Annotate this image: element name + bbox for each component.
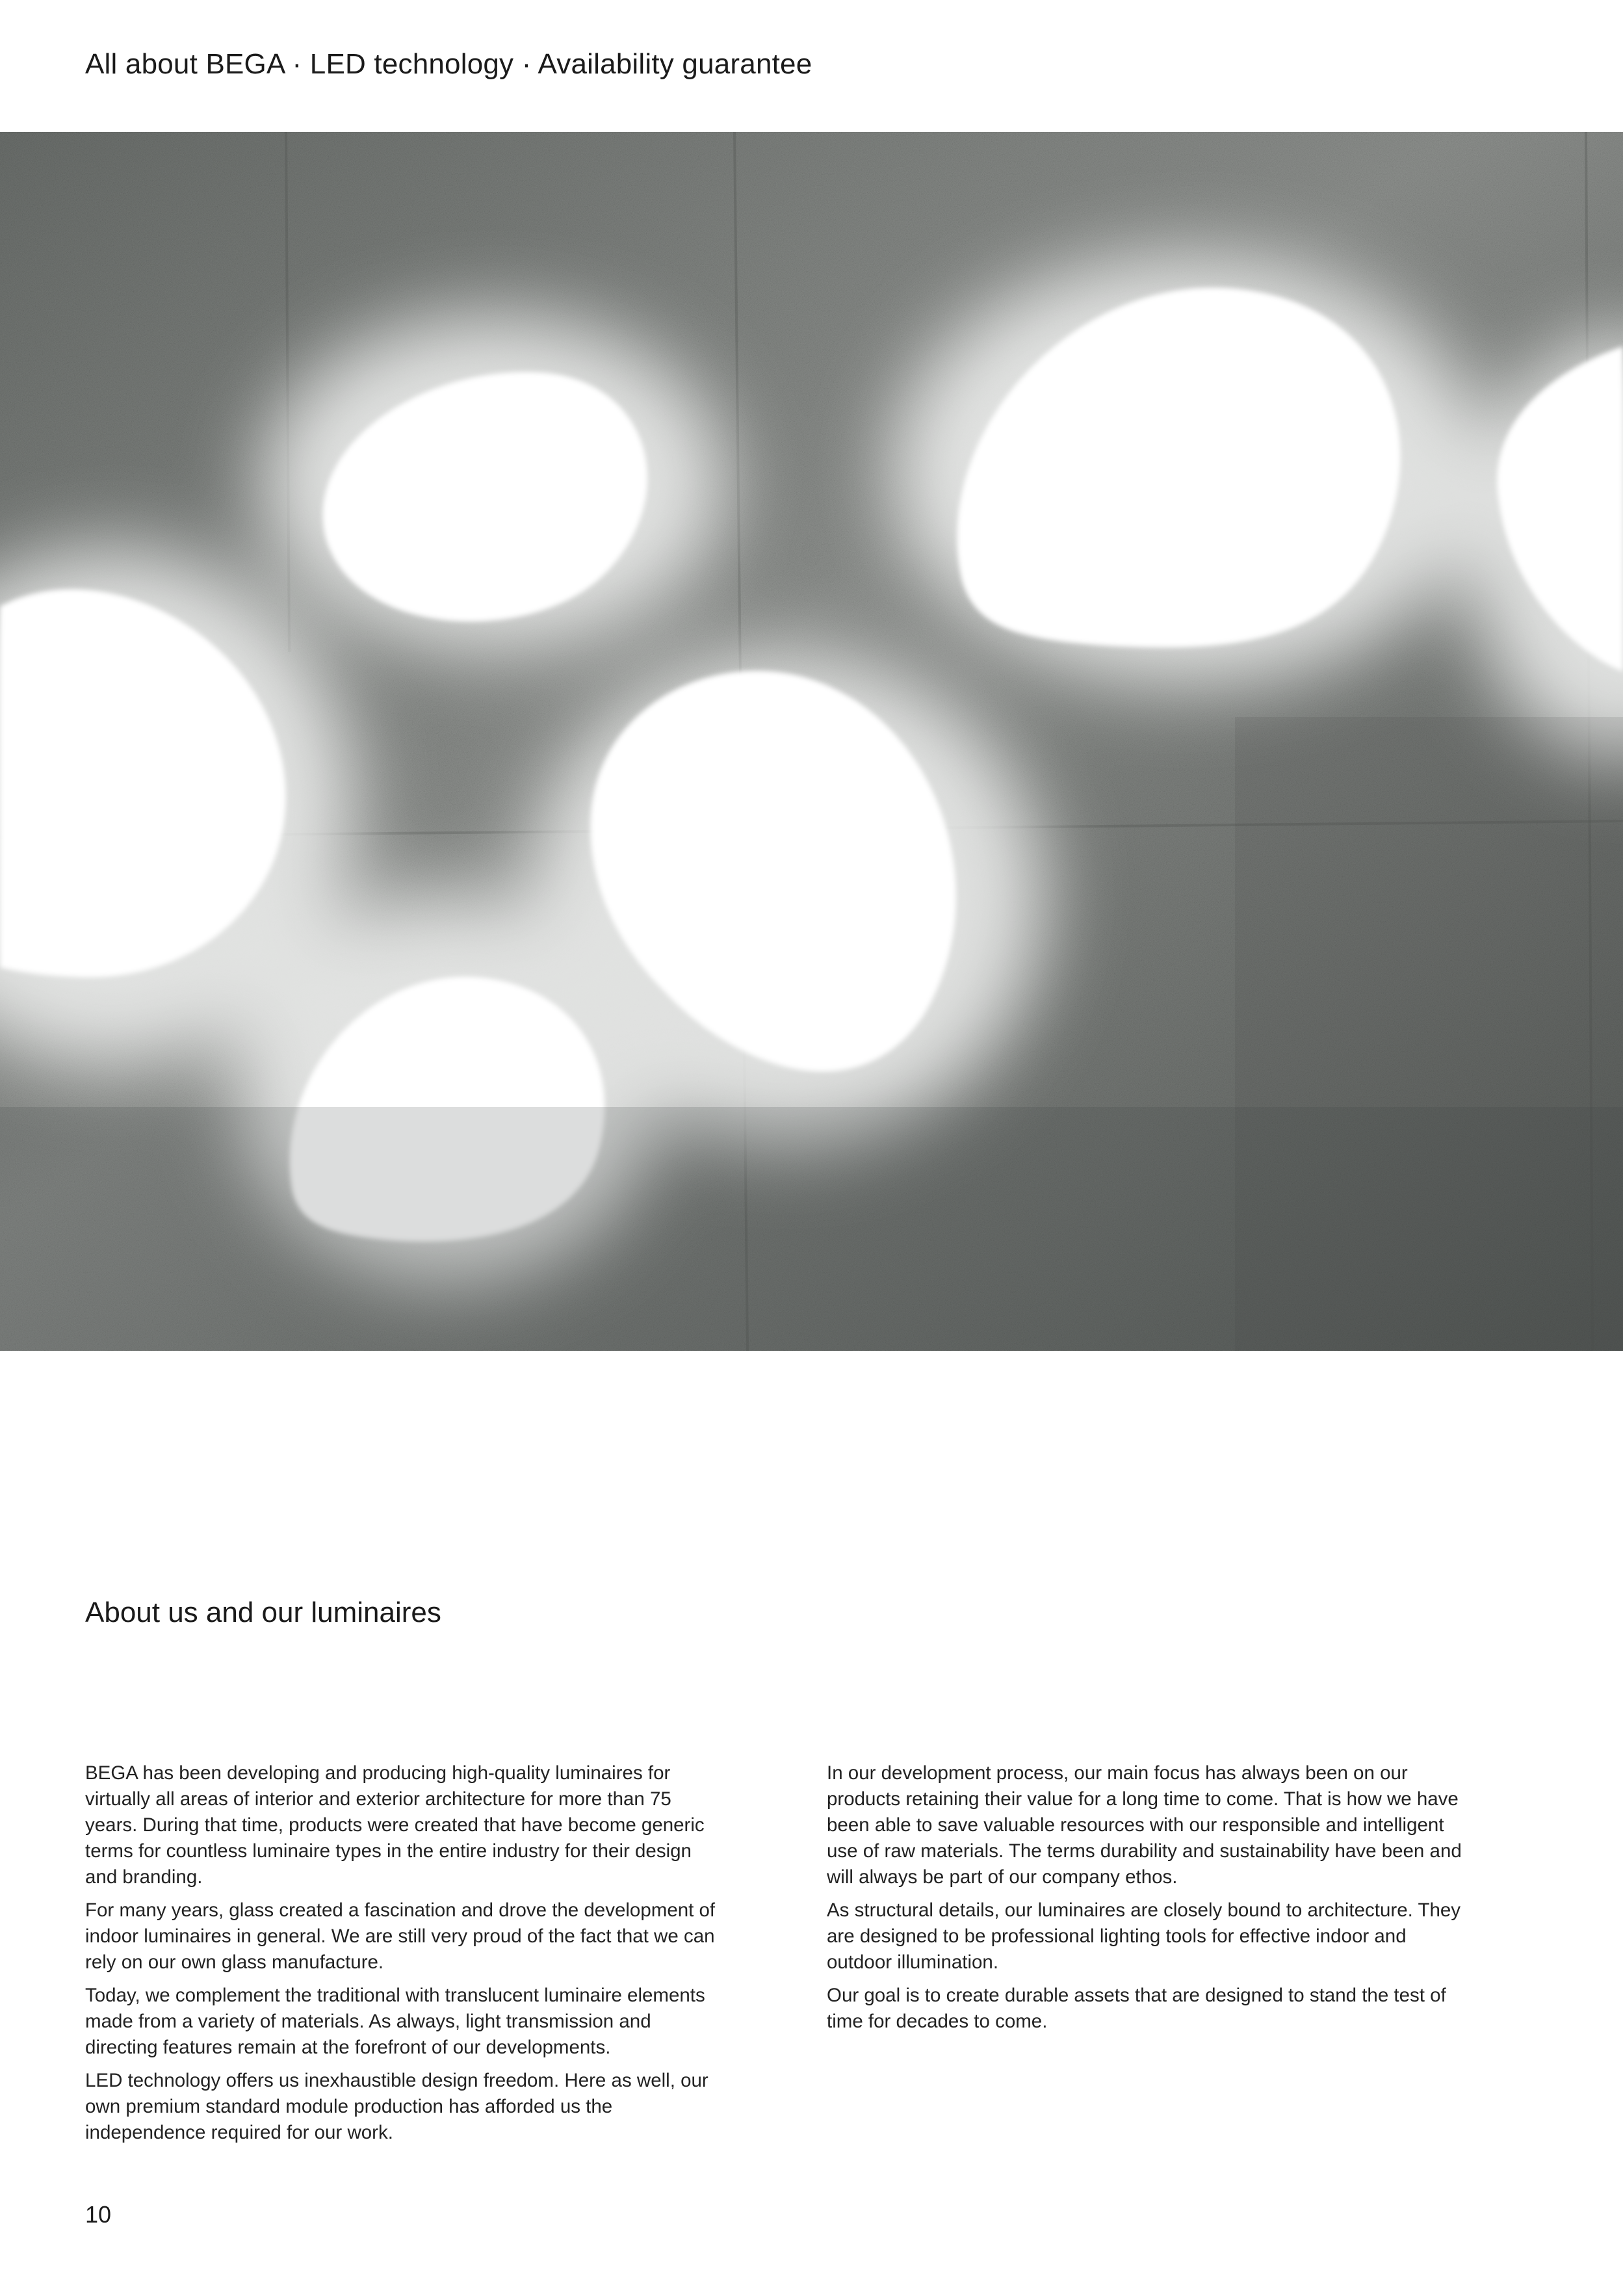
text-column-left (85, 1760, 716, 2153)
paragraph: LED technology offers us inexhaustible design freedom. Here as well, our own premium standard module production has afforded us the independence required for our work. (85, 2070, 708, 2143)
page-header-title: All about BEGA · LED technology · Availability guarantee (85, 48, 812, 80)
hero-image (0, 132, 1623, 1351)
text-column-right (827, 1760, 1464, 2042)
paragraph: BEGA has been developing and producing high-quality luminaires for virtually all areas of interior and exterior architecture for more than 75 years. During that time, products were created that have become generic terms for countless luminaire types in the entire industry for their design and branding. (85, 1762, 705, 1888)
paragraph: In our development process, our main focus has always been on our products retaining their value for a long time to come. That is how we have been able to save valuable resources with our responsible and intelligent use of raw materials. The terms durability and sustainability have been and will always be part of our company ethos. (827, 1762, 1462, 1888)
paragraph: As structural details, our luminaires are closely bound to architecture. They are designed to be professional lighting tools for effective indoor and outdoor illumination. (827, 1899, 1461, 1973)
paragraph: Our goal is to create durable assets that are designed to stand the test of time for decades to come. (827, 1985, 1446, 2032)
section-title: About us and our luminaires (85, 1597, 441, 1628)
paragraph: For many years, glass created a fascination and drove the development of indoor luminaires in general. We are still very proud of the fact that we can rely on our own glass manufacture. (85, 1899, 716, 1973)
page-number: 10 (85, 2201, 112, 2228)
concrete-luminaires-illustration (0, 132, 1623, 1351)
paragraph: Today, we complement the traditional with translucent luminaire elements made from a variety of materials. As always, light transmission and directing features remain at the forefront of our developments. (85, 1985, 705, 2058)
